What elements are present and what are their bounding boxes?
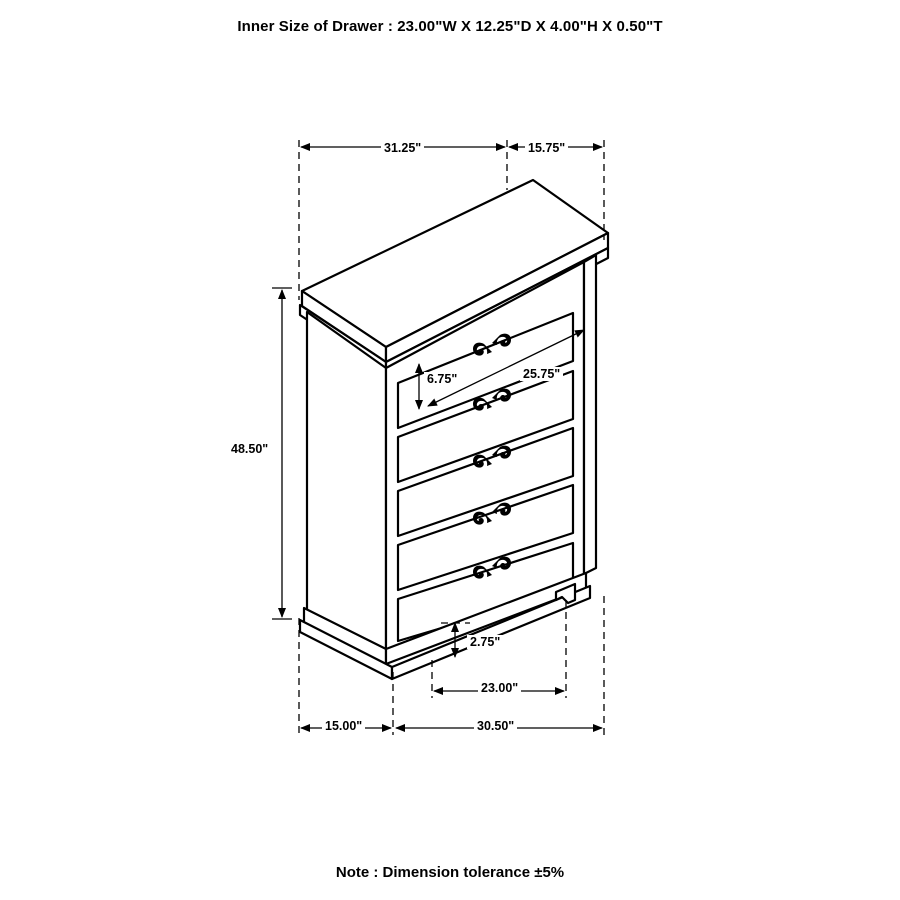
- dim-label-top-depth: 15.75": [525, 141, 568, 155]
- page-title: Inner Size of Drawer : 23.00"W X 12.25"D X 4.00"H X 0.50"T: [237, 18, 663, 35]
- dim-label-side-width: 15.00": [322, 719, 365, 733]
- tolerance-note: Note : Dimension tolerance ±5%: [335, 864, 565, 881]
- dim-label-inner-drawer-width: 23.00": [478, 681, 521, 695]
- chest-illustration: [300, 180, 608, 679]
- dim-label-top-width: 31.25": [381, 141, 424, 155]
- dim-label-front-width: 30.50": [474, 719, 517, 733]
- dim-label-base-height: 2.75": [467, 635, 503, 649]
- dim-label-overall-height: 48.50": [228, 442, 271, 456]
- dim-label-drawer-face-height: 6.75": [424, 372, 460, 386]
- dim-label-drawer-face-width: 25.75": [520, 367, 563, 381]
